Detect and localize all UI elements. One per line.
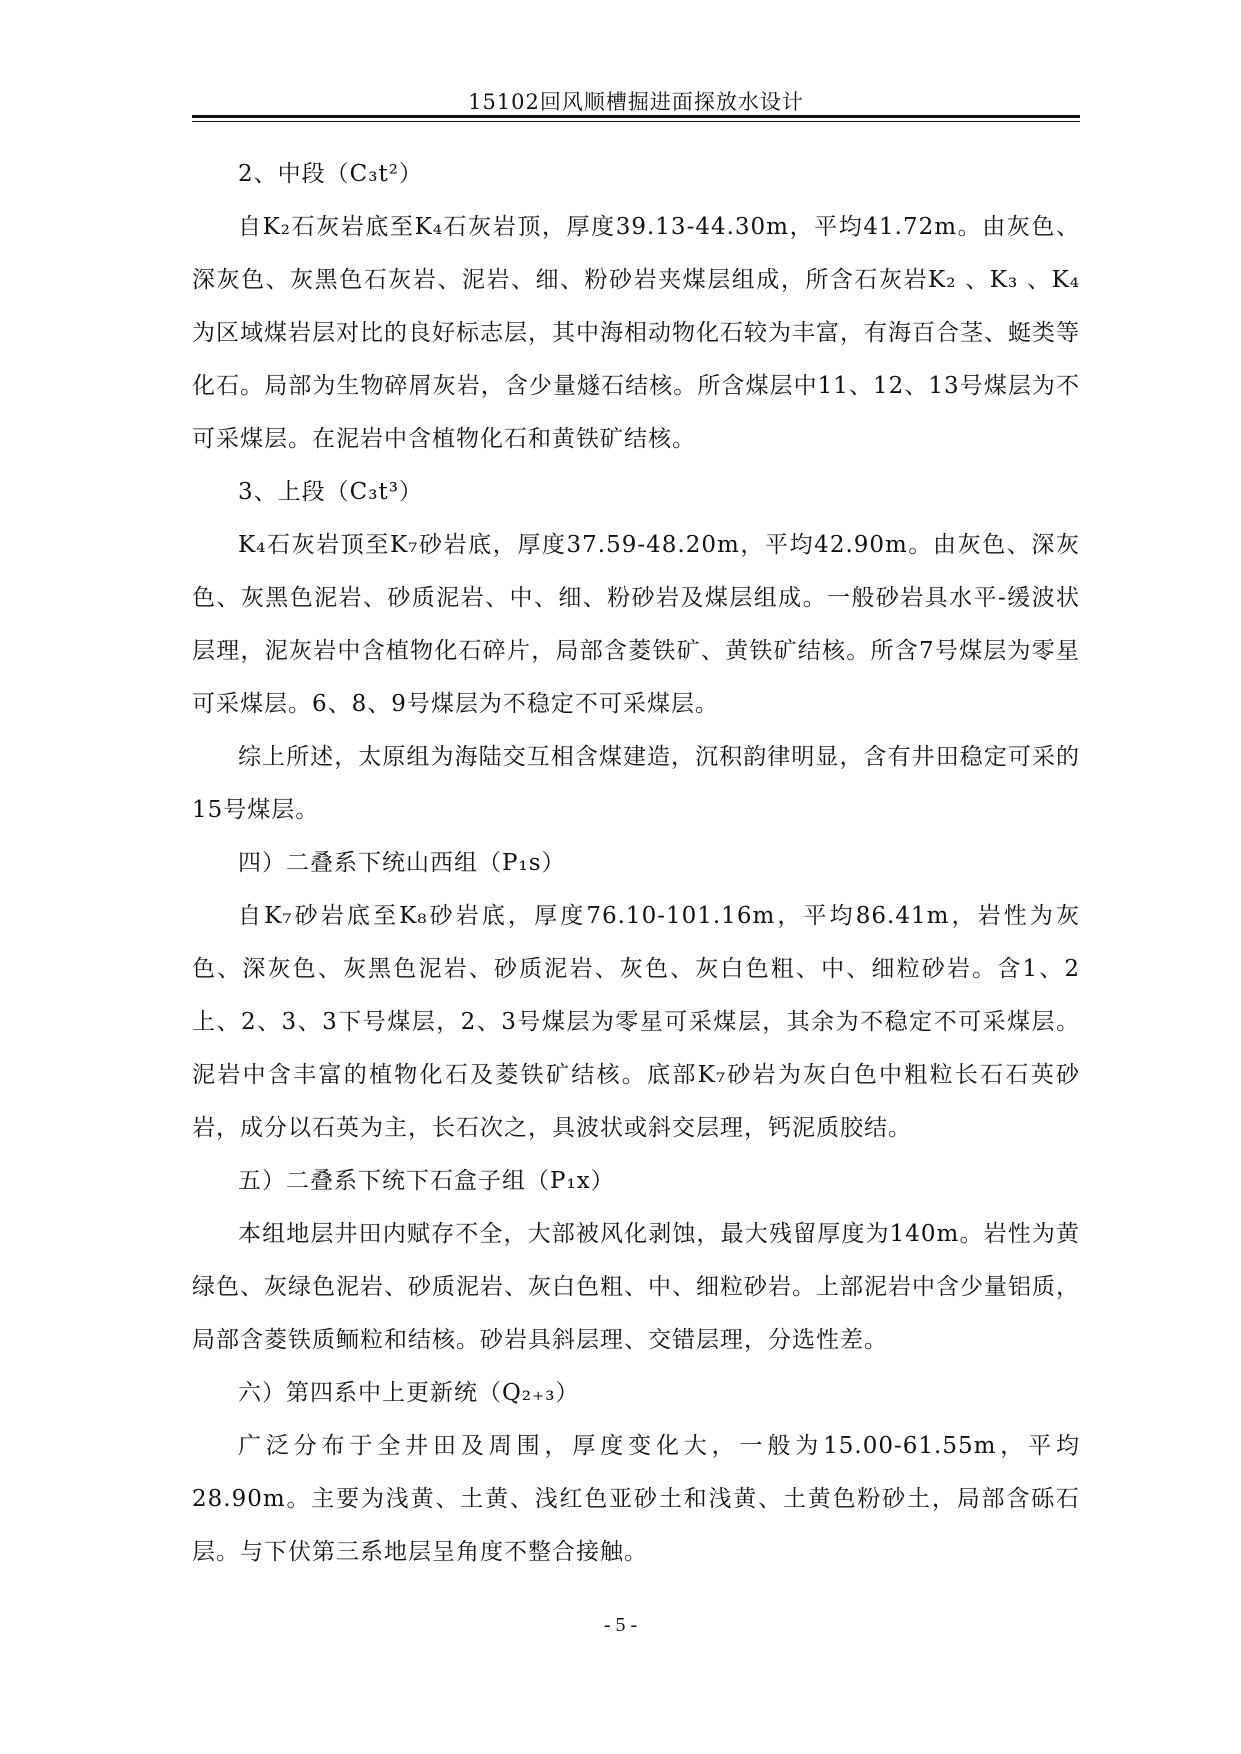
section-heading-middle: 2、中段（C₃t²） xyxy=(238,161,423,187)
section-heading-xiashihezi: 五）二叠系下统下石盒子组（P₁x） xyxy=(238,1168,615,1194)
header-rule-thick xyxy=(192,115,1080,118)
paragraph-xiashihezi: 本组地层井田内赋存不全，大部被风化剥蚀，最大残留厚度为140m。岩性为黄绿色、灰绿色泥岩、砂质泥岩、灰白色粗、中、细粒砂岩。上部泥岩中含少量铝质，局部含菱铁质鲕粒和结核。砂岩具斜层理、交错层理，分选性差。 xyxy=(192,1221,1080,1353)
section-heading-upper: 3、上段（C₃t³） xyxy=(238,479,423,505)
paragraph-quaternary: 广泛分布于全井田及周围，厚度变化大，一般为15.00-61.55m，平均28.90m。主要为浅黄、土黄、浅红色亚砂土和浅黄、土黄色粉砂土，局部含砾石层。与下伏第三系地层呈角度不整合接触。 xyxy=(192,1433,1080,1565)
paragraph-shanxi: 自K₇砂岩底至K₈砂岩底，厚度76.10-101.16m，平均86.41m，岩性为灰色、深灰色、灰黑色泥岩、砂质泥岩、灰色、灰白色粗、中、细粒砂岩。含1、2上、2、3、3下号煤层，2、3号煤层为零星可采煤层，其余为不稳定不可采煤层。泥岩中含丰富的植物化石及菱铁矿结核。底部K₇砂岩为灰白色中粗粒长石石英砂岩，成分以石英为主，长石次之，具波状或斜交层理，钙泥质胶结。 xyxy=(192,903,1080,1141)
section-heading-shanxi: 四）二叠系下统山西组（P₁s） xyxy=(238,850,566,876)
header-rule-thin xyxy=(192,121,1080,122)
section-heading-quaternary: 六）第四系中上更新统（Q₂₊₃） xyxy=(238,1380,580,1406)
page-number: - 5 - xyxy=(603,1614,638,1636)
paragraph-upper-section: K₄石灰岩顶至K₇砂岩底，厚度37.59-48.20m，平均42.90m。由灰色、深灰色、灰黑色泥岩、砂质泥岩、中、细、粉砂岩及煤层组成。一般砂岩具水平-缓波状层理，泥灰岩中含植物化石碎片，局部含菱铁矿、黄铁矿结核。所含7号煤层为零星可采煤层。6、8、9号煤层为不稳定不可采煤层。 xyxy=(192,532,1080,717)
paragraph-summary: 综上所述，太原组为海陆交互相含煤建造，沉积韵律明显，含有井田稳定可采的15号煤层。 xyxy=(192,744,1080,823)
page-header-title: 15102回风顺槽掘进面探放水设计 xyxy=(468,90,804,114)
document-body xyxy=(192,148,1080,1579)
paragraph-middle-section: 自K₂石灰岩底至K₄石灰岩顶，厚度39.13-44.30m，平均41.72m。由灰色、深灰色、灰黑色石灰岩、泥岩、细、粉砂岩夹煤层组成，所含石灰岩K₂ 、K₃ 、K₄为区域煤岩层对比的良好标志层，其中海相动物化石较为丰富，有海百合茎、蜓类等化石。局部为生物碎屑灰岩，含少量燧石结核。所含煤层中11、12、13号煤层为不可采煤层。在泥岩中含植物化石和黄铁矿结核。 xyxy=(192,214,1080,452)
